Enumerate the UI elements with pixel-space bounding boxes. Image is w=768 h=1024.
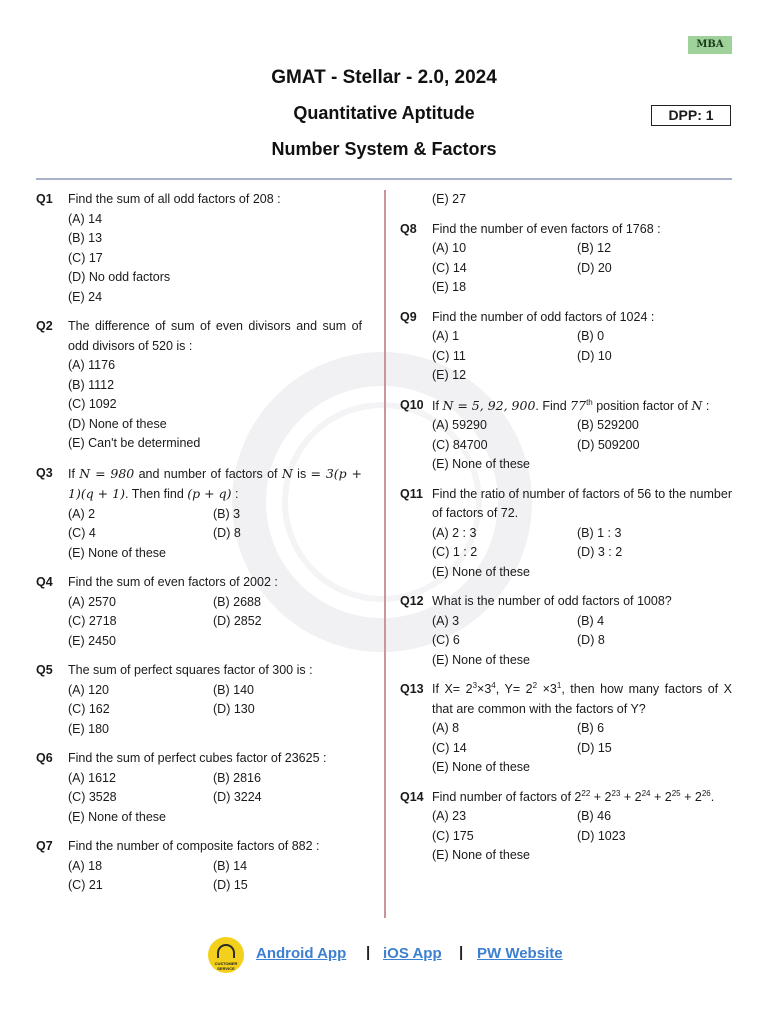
question-number: Q4 bbox=[36, 575, 53, 589]
separator: | bbox=[366, 944, 371, 961]
math-expression: N = 5, 92, 900 bbox=[442, 397, 536, 413]
question-number: Q7 bbox=[36, 839, 53, 853]
text-part: is bbox=[297, 466, 307, 481]
option-b: (B) 2688 bbox=[213, 594, 261, 609]
question-number: Q8 bbox=[400, 221, 417, 236]
mba-badge: MBA bbox=[688, 36, 732, 54]
option-e: (E) None of these bbox=[432, 457, 530, 471]
option-a: (A) 10 bbox=[432, 241, 467, 255]
column-divider bbox=[384, 190, 386, 918]
option-b: (B) 4 bbox=[577, 613, 605, 628]
option-a: (A) 1176 bbox=[68, 358, 116, 372]
option-a: (A) 2 : 3 bbox=[432, 525, 477, 540]
option-d: (D) No odd factors bbox=[68, 270, 171, 284]
question-12 bbox=[400, 592, 732, 670]
text-part: . Then find bbox=[124, 487, 184, 501]
option-d: (D) None of these bbox=[68, 416, 167, 431]
question-9 bbox=[400, 308, 732, 386]
question-number: Q12 bbox=[400, 594, 424, 608]
question-text: Find the number of even factors of 1768 : bbox=[432, 221, 661, 236]
text-part: If bbox=[432, 398, 439, 413]
text-part: If X= 2 bbox=[432, 682, 473, 696]
dpp-box: DPP: 1 bbox=[651, 105, 731, 126]
option-e: (E) Can't be determined bbox=[68, 436, 201, 450]
option-e: (E) None of these bbox=[432, 760, 530, 774]
text-part: : bbox=[231, 487, 239, 501]
question-number: Q9 bbox=[400, 309, 417, 324]
text-part: , Y= 2 bbox=[495, 682, 533, 696]
question-7 bbox=[36, 837, 362, 896]
ios-app-link[interactable]: iOS App bbox=[383, 945, 442, 962]
text-part: + 2 bbox=[590, 789, 612, 804]
question-text bbox=[432, 788, 732, 808]
question-5 bbox=[36, 661, 362, 739]
question-text: What is the number of odd factors of 1008? bbox=[432, 594, 672, 608]
text-part: and number of factors of bbox=[138, 466, 278, 481]
option-b: (B) 6 bbox=[577, 721, 605, 735]
question-text bbox=[432, 680, 732, 719]
option-c: (C) 2718 bbox=[68, 614, 117, 628]
option-c: (C) 11 bbox=[432, 348, 466, 363]
option-a: (A) 1612 bbox=[68, 770, 116, 785]
topic-title: Number System & Factors bbox=[271, 139, 497, 159]
option-e: (E) None of these bbox=[432, 652, 530, 667]
header-divider bbox=[36, 178, 732, 180]
option-d: (D) 2852 bbox=[213, 614, 262, 628]
question-text: Find the ratio of number of factors of 56 to the number of factors of 72. bbox=[432, 486, 732, 520]
text-part: . Find bbox=[535, 398, 567, 413]
option-d: (D) 8 bbox=[577, 633, 605, 647]
left-column bbox=[36, 190, 362, 906]
question-text: Find the sum of even factors of 2002 : bbox=[68, 575, 278, 589]
math-expression: = 3(p + 1)(q + 1) bbox=[68, 465, 362, 501]
customer-service-icon[interactable] bbox=[208, 937, 244, 973]
option-c: (C) 175 bbox=[432, 828, 474, 843]
superscript: 24 bbox=[641, 788, 651, 798]
question-14 bbox=[400, 788, 732, 866]
text-part: + 2 bbox=[680, 789, 702, 804]
option-a: (A) 14 bbox=[68, 211, 103, 226]
question-text bbox=[68, 464, 362, 505]
question-text: The difference of sum of even divisors and sum of odd divisors of 520 is : bbox=[68, 319, 362, 353]
text-part: position factor of bbox=[596, 398, 688, 413]
question-text: The sum of perfect squares factor of 300 is : bbox=[68, 663, 313, 677]
option-d: (D) 15 bbox=[577, 740, 612, 755]
question-text bbox=[432, 396, 732, 417]
option-b: (B) 0 bbox=[577, 329, 605, 343]
math-expression: N = 980 bbox=[79, 465, 135, 481]
text-part: . bbox=[710, 789, 715, 804]
option-c: (C) 1 : 2 bbox=[432, 545, 478, 559]
subject-title: Quantitative Aptitude bbox=[293, 103, 475, 123]
option-a: (A) 120 bbox=[68, 682, 109, 697]
option-a: (A) 8 bbox=[432, 721, 460, 735]
option-c: (C) 84700 bbox=[432, 437, 488, 452]
option-e: (E) 18 bbox=[432, 280, 467, 294]
option-b: (B) 12 bbox=[577, 241, 612, 255]
option-a: (A) 1 bbox=[432, 329, 460, 343]
option-c: (C) 162 bbox=[68, 702, 110, 716]
superscript: 25 bbox=[671, 788, 681, 798]
option-d: (D) 10 bbox=[577, 348, 612, 363]
question-text: Find the number of odd factors of 1024 : bbox=[432, 309, 655, 324]
option-a: (A) 2 bbox=[68, 506, 96, 521]
option-a: (A) 23 bbox=[432, 809, 467, 823]
text-part: + 2 bbox=[620, 789, 642, 804]
question-text: Find the sum of perfect cubes factor of 23625 : bbox=[68, 751, 327, 765]
footer bbox=[0, 937, 768, 973]
option-a: (A) 59290 bbox=[432, 418, 487, 432]
option-c: (C) 14 bbox=[432, 740, 467, 755]
question-1 bbox=[36, 190, 362, 307]
option-a: (A) 3 bbox=[432, 613, 460, 628]
question-number: Q1 bbox=[36, 192, 53, 206]
math-expression: N bbox=[281, 465, 293, 481]
text-part: ×3 bbox=[537, 682, 557, 696]
question-number: Q10 bbox=[400, 397, 424, 412]
option-c: (C) 21 bbox=[68, 878, 103, 892]
option-c: (C) 3528 bbox=[68, 790, 117, 804]
question-text: Find the number of composite factors of 882 : bbox=[68, 839, 320, 853]
option-c: (C) 6 bbox=[432, 633, 460, 647]
superscript: 22 bbox=[581, 788, 591, 798]
superscript: th bbox=[586, 397, 593, 407]
option-e: (E) None of these bbox=[432, 564, 530, 579]
text-part: Find number of factors of 2 bbox=[432, 789, 582, 804]
question-number: Q11 bbox=[400, 486, 423, 501]
question-7-continued bbox=[432, 190, 732, 210]
question-10 bbox=[400, 396, 732, 475]
question-2 bbox=[36, 317, 362, 454]
question-number: Q6 bbox=[36, 751, 53, 765]
option-e: (E) None of these bbox=[68, 545, 166, 560]
option-e: (E) 27 bbox=[432, 192, 467, 206]
question-number: Q5 bbox=[36, 663, 53, 677]
option-d: (D) 15 bbox=[213, 878, 248, 892]
question-3 bbox=[36, 464, 362, 564]
customer-service-label: CUSTOMER SERVICE bbox=[214, 961, 238, 971]
option-a: (A) 2570 bbox=[68, 594, 116, 609]
question-text: Find the sum of all odd factors of 208 : bbox=[68, 192, 281, 206]
superscript: 2 bbox=[532, 680, 538, 690]
text-part: ×3 bbox=[477, 682, 492, 696]
question-13 bbox=[400, 680, 732, 778]
option-e: (E) 180 bbox=[68, 721, 109, 736]
math-expression: N bbox=[691, 397, 703, 413]
text-part: If bbox=[68, 466, 75, 481]
option-b: (B) 140 bbox=[213, 682, 254, 697]
question-4 bbox=[36, 573, 362, 651]
android-app-link[interactable]: Android App bbox=[256, 945, 347, 962]
option-b: (B) 1112 bbox=[68, 377, 115, 392]
option-a: (A) 18 bbox=[68, 858, 103, 873]
question-11 bbox=[400, 485, 732, 583]
text-part: : bbox=[702, 398, 710, 413]
option-b: (B) 46 bbox=[577, 809, 612, 823]
option-e: (E) None of these bbox=[68, 809, 166, 824]
option-d: (D) 509200 bbox=[577, 437, 640, 452]
page-title: GMAT - Stellar - 2.0, 2024 bbox=[271, 67, 497, 88]
option-d: (D) 8 bbox=[213, 526, 241, 540]
option-c: (C) 17 bbox=[68, 250, 103, 265]
option-e: (E) 2450 bbox=[68, 633, 116, 648]
right-column bbox=[400, 190, 732, 876]
option-e: (E) 12 bbox=[432, 368, 467, 382]
headset-icon bbox=[217, 944, 235, 958]
superscript: 1 bbox=[556, 680, 562, 690]
question-number: Q3 bbox=[36, 465, 53, 480]
question-number: Q13 bbox=[400, 682, 424, 696]
option-c: (C) 1092 bbox=[68, 397, 117, 411]
question-number: Q14 bbox=[400, 789, 424, 804]
option-b: (B) 14 bbox=[213, 858, 248, 873]
option-e: (E) 24 bbox=[68, 289, 103, 304]
option-d: (D) 3 : 2 bbox=[577, 545, 623, 559]
pw-website-link[interactable]: PW Website bbox=[477, 945, 563, 962]
option-c: (C) 14 bbox=[432, 260, 467, 275]
option-b: (B) 3 bbox=[213, 506, 241, 521]
math-expression: (p + q) bbox=[187, 486, 232, 501]
option-d: (D) 1023 bbox=[577, 828, 626, 843]
superscript: 3 bbox=[472, 680, 478, 690]
question-number: Q2 bbox=[36, 319, 53, 333]
option-b: (B) 2816 bbox=[213, 770, 261, 785]
option-b: (B) 529200 bbox=[577, 418, 639, 432]
superscript: 26 bbox=[701, 788, 711, 798]
option-b: (B) 13 bbox=[68, 231, 103, 245]
superscript: 4 bbox=[491, 680, 496, 690]
option-d: (D) 20 bbox=[577, 260, 612, 275]
superscript: 23 bbox=[611, 788, 621, 798]
separator: | bbox=[459, 944, 464, 961]
option-d: (D) 130 bbox=[213, 702, 255, 716]
option-c: (C) 4 bbox=[68, 526, 96, 540]
option-b: (B) 1 : 3 bbox=[577, 525, 622, 540]
text-part: + 2 bbox=[650, 789, 672, 804]
question-6 bbox=[36, 749, 362, 827]
question-8 bbox=[400, 220, 732, 298]
text-part: , then how many factors of X that are common with the factors of Y? bbox=[432, 682, 732, 716]
math-expression: 77 bbox=[570, 397, 587, 413]
option-d: (D) 3224 bbox=[213, 790, 262, 804]
option-e: (E) None of these bbox=[432, 848, 530, 862]
